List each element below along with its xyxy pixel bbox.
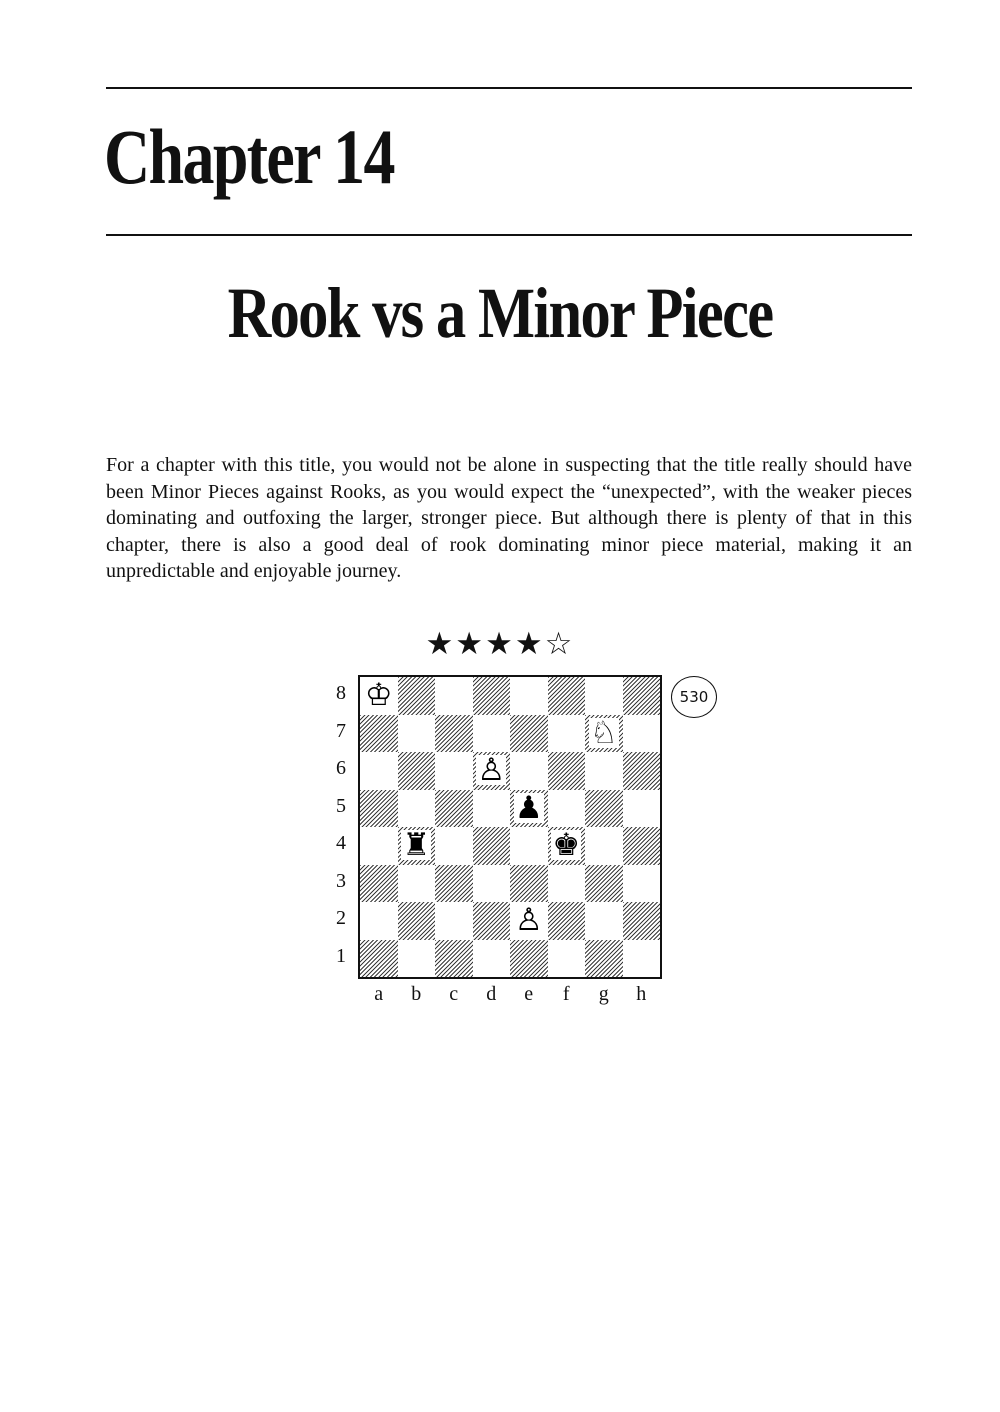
square-h3 [623, 865, 661, 903]
square-h1 [623, 940, 661, 978]
piece-glyph: ♙ [514, 902, 543, 938]
square-d8 [473, 677, 511, 715]
square-a7 [360, 715, 398, 753]
square-f1 [548, 940, 586, 978]
intro-paragraph: For a chapter with this title, you would not be alone in suspecting that the title really should have been Minor Pieces against Rooks, as you would expect the “unexpected”, with the weaker pieces dominating and outfoxing the larger, stronger piece. But although there is plenty of that in this chapter, there is also a good deal of rook dominating minor piece material, making it an unpredictable and enjoyable journey. [106, 454, 912, 582]
rank-label: 7 [336, 719, 346, 742]
square-f5 [548, 790, 586, 828]
file-label: b [411, 983, 422, 1005]
square-e3 [510, 865, 548, 903]
square-e8 [510, 677, 548, 715]
black-rook-icon [398, 827, 436, 865]
rank-label: 6 [336, 757, 346, 779]
square-d2 [473, 902, 511, 940]
square-f2 [548, 902, 586, 940]
square-b2 [398, 902, 436, 940]
square-a5 [360, 790, 398, 828]
rank-label: 1 [336, 944, 346, 967]
file-label: f [562, 983, 570, 1005]
square-f8 [548, 677, 586, 715]
square-h6 [623, 752, 661, 790]
piece-glyph: ♟ [514, 789, 543, 826]
problem-number: 530 [671, 676, 717, 718]
square-f7 [548, 715, 586, 753]
square-a4 [360, 827, 398, 865]
square-d3 [473, 865, 511, 903]
square-b1 [398, 940, 436, 978]
white-pawn-icon [473, 752, 511, 790]
chess-board [358, 675, 662, 979]
file-label: a [374, 983, 384, 1005]
white-knight-icon [585, 715, 623, 753]
square-c4 [435, 827, 473, 865]
rank-label: 8 [336, 682, 346, 704]
square-g1 [585, 940, 623, 978]
square-e6 [510, 752, 548, 790]
square-b6 [398, 752, 436, 790]
square-g3 [585, 865, 623, 903]
square-a1 [360, 940, 398, 978]
square-g2 [585, 902, 623, 940]
square-h8 [623, 677, 661, 715]
white-pawn-icon [510, 902, 548, 940]
square-c6 [435, 752, 473, 790]
square-a2 [360, 902, 398, 940]
square-c2 [435, 902, 473, 940]
square-d5 [473, 790, 511, 828]
square-a6 [360, 752, 398, 790]
square-e4 [510, 827, 548, 865]
heading-rule [106, 234, 912, 236]
rank-label: 4 [336, 832, 346, 854]
piece-glyph: ♜ [402, 827, 431, 863]
top-rule [106, 87, 912, 89]
white-king-icon [360, 677, 398, 715]
difficulty-stars: ★★★★☆ [425, 626, 575, 662]
square-g4 [585, 827, 623, 865]
square-c1 [435, 940, 473, 978]
chapter-heading: Chapter 14 [104, 113, 394, 200]
square-h5 [623, 790, 661, 828]
file-label: g [598, 983, 609, 1005]
square-f3 [548, 865, 586, 903]
file-label: d [486, 983, 497, 1005]
rank-label: 2 [336, 907, 346, 929]
square-h4 [623, 827, 661, 865]
square-d1 [473, 940, 511, 978]
rank-label: 3 [336, 869, 346, 892]
square-c7 [435, 715, 473, 753]
square-h7 [623, 715, 661, 753]
chapter-title: Rook vs a Minor Piece [227, 273, 773, 353]
square-c5 [435, 790, 473, 828]
square-a3 [360, 865, 398, 903]
square-d7 [473, 715, 511, 753]
square-e7 [510, 715, 548, 753]
square-g6 [585, 752, 623, 790]
rank-label: 5 [336, 794, 346, 817]
square-g8 [585, 677, 623, 715]
piece-glyph: ♔ [364, 677, 393, 713]
square-e1 [510, 940, 548, 978]
square-b7 [398, 715, 436, 753]
file-label: e [524, 983, 534, 1005]
square-b8 [398, 677, 436, 715]
square-f6 [548, 752, 586, 790]
piece-glyph: ♚ [552, 827, 581, 863]
square-h2 [623, 902, 661, 940]
file-label: c [449, 983, 459, 1005]
black-king-icon [548, 827, 586, 865]
piece-glyph: ♙ [477, 752, 506, 788]
square-d4 [473, 827, 511, 865]
square-b3 [398, 865, 436, 903]
piece-glyph: ♘ [589, 714, 618, 751]
square-b5 [398, 790, 436, 828]
black-pawn-icon [510, 790, 548, 828]
square-g5 [585, 790, 623, 828]
file-label: h [636, 983, 647, 1005]
square-c8 [435, 677, 473, 715]
square-c3 [435, 865, 473, 903]
